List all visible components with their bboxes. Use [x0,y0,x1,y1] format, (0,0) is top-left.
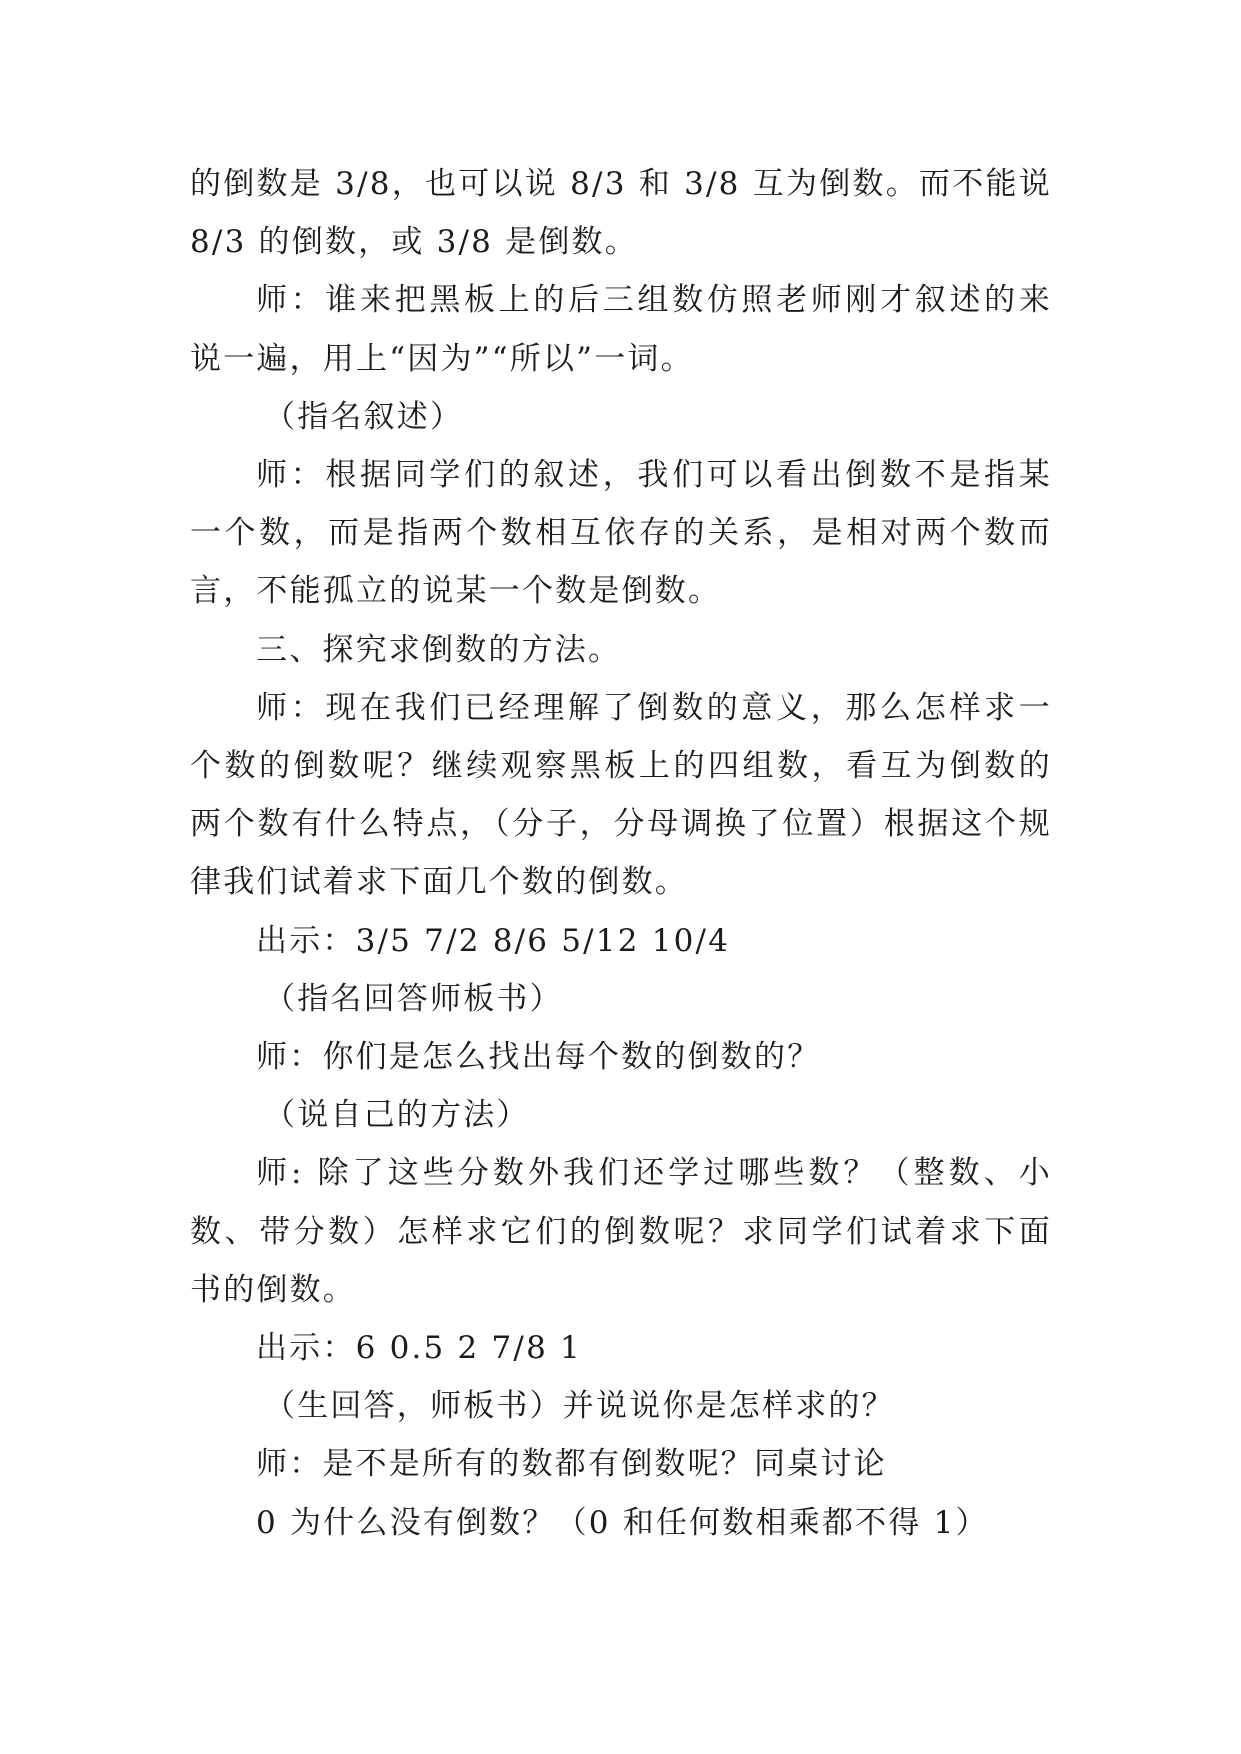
paragraph: 师：现在我们已经理解了倒数的意义，那么怎样求一个数的倒数呢？继续观察黑板上的四组数，看互为倒数的两个数有什么特点，（分子，分母调换了位置）根据这个规律我们试着求下面几个数的倒数。 [190,689,1052,901]
paragraph: （说自己的方法） [264,1097,530,1134]
paragraph: （生回答，师板书）并说说你是怎样求的？ [264,1388,895,1425]
paragraph: 师：根据同学们的叙述，我们可以看出倒数不是指某一个数，而是指两个数相互依存的关系，是相对两个数而言，不能孤立的说某一个数是倒数。 [190,457,1052,610]
paragraph: 师：你们是怎么找出每个数的倒数的？ [256,1039,821,1076]
document-body [190,155,1052,1552]
paragraph: 0 为什么没有倒数？（0 和任何数相乘都不得 1） [256,1504,989,1541]
paragraph: （指名回答师板书） [264,980,563,1017]
paragraph: 出示：6 0.5 2 7/8 1 [256,1330,582,1367]
paragraph: 师：谁来把黑板上的后三组数仿照老师刚才叙述的来说一遍，用上“因为”“所以”一词。 [190,282,1052,377]
paragraph: 师: 除了这些分数外我们还学过哪些数？（整数、小数、带分数）怎样求它们的倒数呢？求同学们试着求下面书的倒数。 [190,1155,1052,1308]
paragraph: 的倒数是 3/8，也可以说 8/3 和 3/8 互为倒数。而不能说 8/3 的倒数，或 3/8 是倒数。 [190,166,1052,261]
section-heading: 三、探究求倒数的方法。 [256,631,622,668]
paragraph: （指名叙述） [264,398,464,435]
paragraph: 师：是不是所有的数都有倒数呢？同桌讨论 [256,1446,887,1483]
paragraph: 出示：3/5 7/2 8/6 5/12 10/4 [256,922,731,959]
